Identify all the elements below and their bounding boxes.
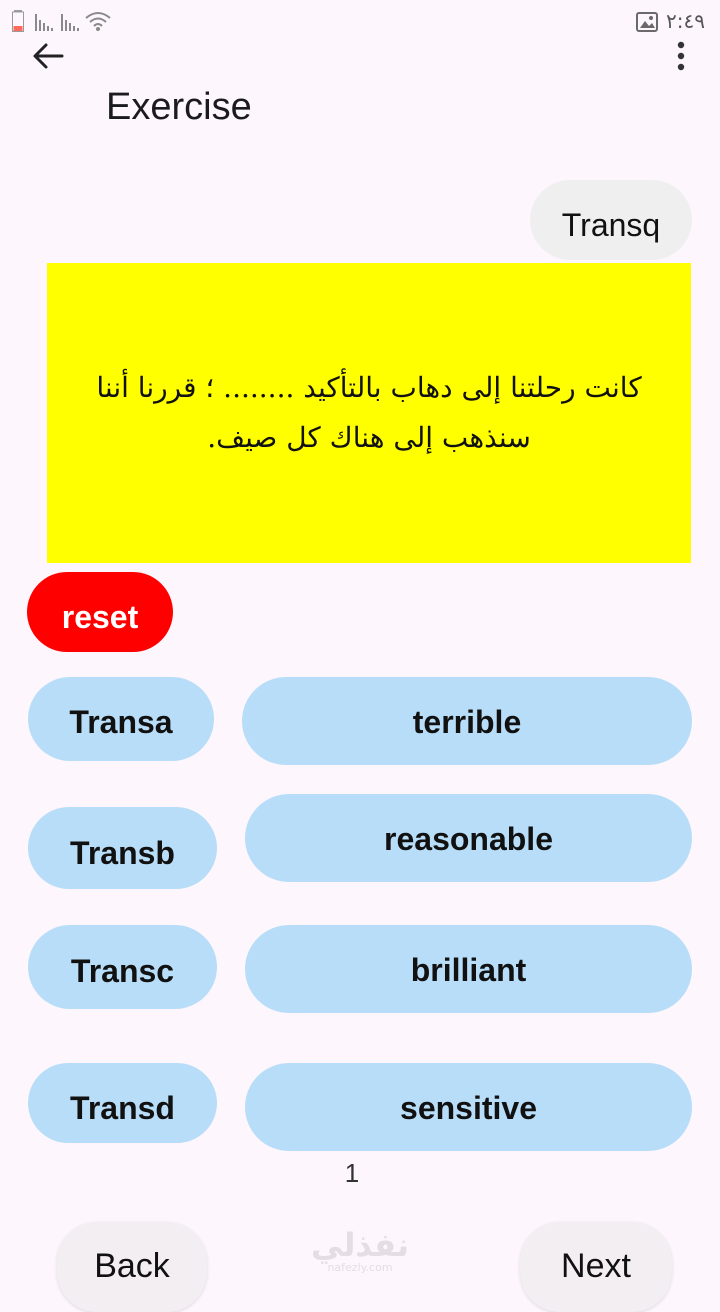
- word-brilliant-button[interactable]: brilliant: [245, 925, 692, 1013]
- word-sensitive-button[interactable]: sensitive: [245, 1063, 692, 1151]
- option-transa-button[interactable]: Transa: [28, 677, 214, 761]
- signal-icon: [34, 12, 54, 32]
- question-card: [47, 263, 691, 563]
- option-transd-button[interactable]: Transd: [28, 1063, 217, 1143]
- selected-answer-chip[interactable]: Transq: [530, 180, 692, 260]
- watermark-logo: [310, 1228, 410, 1280]
- question-text: كانت رحلتنا إلى دهاب بالتأكيد ........ ؛ قررنا أننا سنذهب إلى هناك كل صيف.: [96, 371, 642, 454]
- next-button[interactable]: Next: [520, 1222, 672, 1312]
- watermark-logo-text: نفذلي: [311, 1226, 409, 1264]
- option-transb-button[interactable]: Transb: [28, 807, 217, 889]
- watermark-url: nafezly.com: [327, 1261, 393, 1274]
- status-bar: [0, 0, 720, 40]
- wifi-icon: [84, 10, 112, 32]
- signal-icon: [60, 12, 80, 32]
- back-button[interactable]: Back: [57, 1222, 207, 1312]
- overflow-menu-icon[interactable]: [670, 38, 692, 74]
- option-transc-button[interactable]: Transc: [28, 925, 217, 1009]
- back-arrow-icon[interactable]: [30, 38, 66, 74]
- status-time: ٢:٤٩: [666, 9, 705, 33]
- word-terrible-button[interactable]: terrible: [242, 677, 692, 765]
- word-reasonable-button[interactable]: reasonable: [245, 794, 692, 882]
- reset-button[interactable]: reset: [27, 572, 173, 652]
- page-title: Exercise: [106, 86, 252, 128]
- photo-icon: [636, 12, 658, 32]
- page-number: 1: [344, 1158, 360, 1188]
- battery-icon: [12, 10, 24, 32]
